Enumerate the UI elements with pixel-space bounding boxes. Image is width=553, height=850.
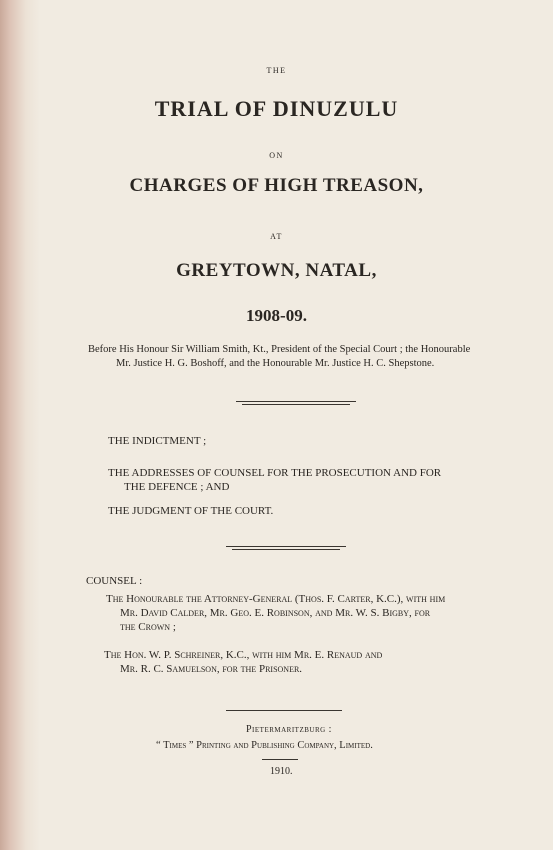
divider-rule [226, 546, 346, 547]
prosecution-counsel-line-3: the Crown ; [120, 621, 176, 633]
imprint-rule [226, 710, 342, 711]
page-title: TRIAL OF DINUZULU [154, 96, 399, 121]
defence-counsel-line-1: The Hon. W. P. Schreiner, K.C., with him Mr. E. Renaud and [104, 649, 383, 661]
contents-indictment: THE INDICTMENT ; [108, 435, 207, 447]
court-line-2: Mr. Justice H. G. Boshoff, and the Honourable Mr. Justice H. C. Shepstone. [116, 358, 435, 369]
on-label: ON [269, 151, 284, 160]
trial-years: 1908-09. [246, 306, 307, 325]
at-label: AT [270, 232, 283, 241]
contents-judgment: THE JUDGMENT OF THE COURT. [108, 505, 274, 517]
divider-rule [236, 401, 356, 402]
prosecution-counsel-line-1: The Honourable the Attorney-General (Thos. F. Carter, K.C.), with him [106, 593, 446, 605]
contents-addresses-line-2: THE DEFENCE ; AND [124, 481, 230, 493]
imprint-year: 1910. [270, 766, 293, 777]
court-line-1: Before His Honour Sir William Smith, Kt., President of the Special Court ; the Honourable [88, 344, 471, 355]
imprint-city: Pietermaritzburg : [246, 724, 332, 735]
imprint-publisher: “ Times ” Printing and Publishing Company, Limited. [156, 740, 373, 751]
place-name: GREYTOWN, NATAL, [176, 260, 377, 281]
imprint-short-rule [262, 759, 298, 760]
counsel-heading: COUNSEL : [86, 575, 143, 587]
the-label: THE [266, 66, 287, 75]
book-spine-shadow [0, 0, 40, 850]
subtitle: CHARGES OF HIGH TREASON, [129, 175, 424, 196]
defence-counsel-line-2: Mr. R. C. Samuelson, for the Prisoner. [120, 663, 303, 675]
prosecution-counsel-line-2: Mr. David Calder, Mr. Geo. E. Robinson, and Mr. W. S. Bigby, for [120, 607, 431, 619]
contents-addresses-line-1: THE ADDRESSES OF COUNSEL FOR THE PROSECUTION AND FOR [108, 467, 442, 479]
